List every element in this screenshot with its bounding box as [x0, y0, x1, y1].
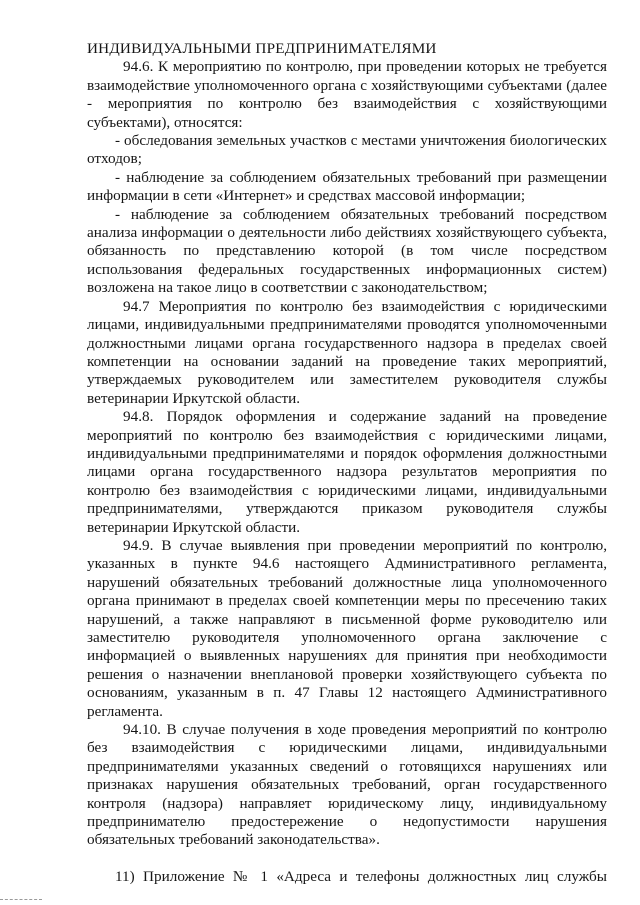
list-item-internet-monitoring: - наблюдение за соблюдением обязательных требований при размещении информации в сети «Интернет» и средствах массовой информации; — [87, 168, 607, 205]
paragraph-94-8: 94.8. Порядок оформления и содержание заданий на проведение мероприятий по контролю без взаимодействия с юридическими лицами, индивидуальными предпринимателями и порядок оформления должностными лицами органа государственного надзора результатов мероприятия по контролю без взаимодействия с юридическими лицами, индивидуальными предпринимателями, утверждаются приказом руководителя службы ветеринарии Иркутской области. — [87, 408, 607, 536]
paragraph-94-6: 94.6. К мероприятию по контролю, при проведении которых не требуется взаимодействие уполномоченного органа с хозяйствующими субъектами (далее - мероприятия по контролю без взаимодействия с хозяйствующими субъектами), относятся: — [87, 58, 607, 131]
item-11-line: 11) Приложение № 1 «Адреса и телефоны должностных лиц службы — [115, 868, 607, 886]
scan-edge-mark — [0, 899, 42, 900]
document-body — [87, 40, 607, 850]
section-heading: ИНДИВИДУАЛЬНЫМИ ПРЕДПРИНИМАТЕЛЯМИ — [87, 40, 437, 57]
paragraph-94-9: 94.9. В случае выявления при проведении мероприятий по контролю, указанных в пункте 94.6 настоящего Административного регламента, нарушений обязательных требований должностные лица уполномоченного органа принимают в пределах своей компетенции меры по пресечению таких нарушений, а также направляют в письменной форме руководителю или заместителю руководителя уполномоченного органа заключение с информацией о выявленных нарушениях для принятия при необходимости решения о назначении внеплановой проверки хозяйствующего субъекта по основаниям, указанным в п. 47 Главы 12 настоящего Административного регламента. — [87, 536, 607, 720]
paragraph-94-10: 94.10. В случае получения в ходе проведения мероприятий по контролю без взаимодействия с юридическими лицами, индивидуальными предпринимателями указанных сведений о готовящихся нарушениях или признаках нарушения обязательных требований, орган государственного контроля (надзора) направляет юридическому лицу, индивидуальному предпринимателю предостережение о недопустимости нарушения обязательных требований законодательства». — [87, 721, 607, 849]
list-item-information-analysis: - наблюдение за соблюдением обязательных требований посредством анализа информации о деятельности либо действиях хозяйствующего субъекта, обязанность по представлению которой (в том числе посредством использования федеральных государственных информационных систем) возложена на такое лицо в соответствии с законодательством; — [87, 205, 607, 297]
paragraph-94-7: 94.7 Мероприятия по контролю без взаимодействия с юридическими лицами, индивидуальными предпринимателями проводятся уполномоченными должностными лицами органа государственного надзора в пределах своей компетенции на основании заданий на проведение таких мероприятий, утверждаемых руководителем или заместителем руководителя службы ветеринарии Иркутской области. — [87, 297, 607, 407]
list-item-land-survey: - обследования земельных участков с местами уничтожения биологических отходов; — [87, 132, 607, 168]
